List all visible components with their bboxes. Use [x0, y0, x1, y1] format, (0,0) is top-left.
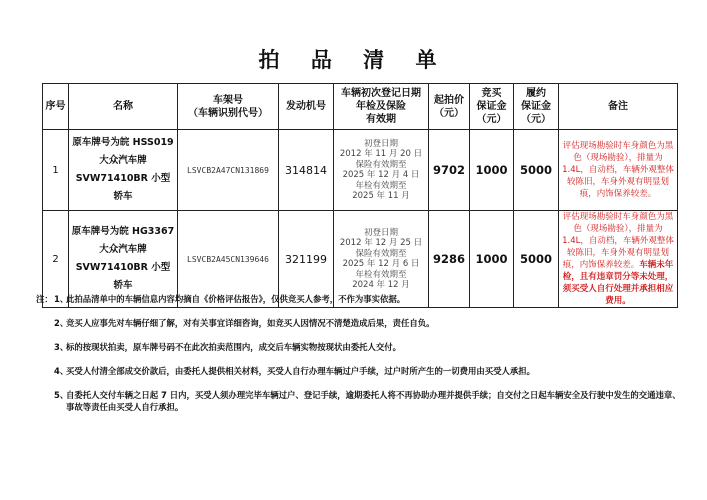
header-seq: 序号 [43, 84, 69, 130]
remark-text: 评估现场勘验时车身颜色为黑色（现场勘验），排量为 1.4L，自动档，车辆外观整体较陈旧，车身外观有明显划痕，内饰保养较差。 [562, 212, 674, 270]
row-registration-info: 初登日期 2012 年 11 月 20 日 保险有效期至 2025 年 12 月 4 日 年检有效期至 2025 年 11 月 [334, 130, 429, 211]
note-item: 4、 买受人付清全部成交价款后，由委托人提供相关材料，买受人自行办理车辆过户手续，过户时所产生的一切费用由买受人承担。 [54, 366, 535, 376]
row-bid-deposit: 1000 [470, 211, 514, 308]
row-bid-deposit: 1000 [470, 130, 514, 211]
row-performance-deposit: 5000 [514, 211, 559, 308]
row-performance-deposit: 5000 [514, 130, 559, 211]
row-vin: LSVCB2A47CN131869 [178, 130, 279, 211]
row-seq: 1 [43, 130, 69, 211]
header-remark: 备注 [559, 84, 678, 130]
remark-text: 评估现场勘验时车身颜色为黑色（现场勘验），排量为 1.4L，自动档，车辆外观整体较陈旧，车身外观有明显划痕，内饰保养较差。 [562, 141, 674, 199]
table-header-row [43, 84, 678, 130]
row-start-price: 9702 [429, 130, 470, 211]
auction-items-table [42, 83, 678, 308]
note-item: 2、 竞买人应事先对车辆仔细了解，对有关事宜详细咨询，如竞买人因情况不清楚造成后果，责任自负。 [54, 318, 435, 328]
header-engine: 发动机号 [279, 84, 334, 130]
header-performance-deposit: 履约 保证金 （元） [514, 84, 559, 130]
row-engine-number: 314814 [279, 130, 334, 211]
row-name: 原车牌号为皖 HSS019 大众汽车牌 SVW71410BR 小型轿车 [69, 130, 178, 211]
header-start-price: 起拍价 （元） [429, 84, 470, 130]
note-item: 注： 1、 此拍品清单中的车辆信息内容均摘自《价格评估报告》，仅供竞买人参考，不作为事实依据。 [36, 294, 406, 304]
row-remark [559, 130, 678, 211]
row-registration-info: 初登日期 2012 年 12 月 25 日 保险有效期至 2025 年 12 月 6 日 年检有效期至 2024 年 12 月 [334, 211, 429, 308]
remark-warning: 车辆未年检，且有违章罚分等未处理，须买受人自行处理并承担相应费用。 [562, 260, 674, 306]
note-item: 5、 自委托人交付车辆之日起 7 日内，买受人须办理完毕车辆过户、登记手续，逾期委托人将不再协助办理并提供手续；自交付之日起车辆安全及行驶中发生的交通违章、事故等责任由买受人自行承担。 [54, 390, 681, 412]
header-name: 名称 [69, 84, 178, 130]
row-name: 原车牌号为皖 HG3367 大众汽车牌 SVW71410BR 小型轿车 [69, 211, 178, 308]
row-seq: 2 [43, 211, 69, 308]
header-bid-deposit: 竞买 保证金 （元） [470, 84, 514, 130]
header-vin: 车架号 （车辆识别代号） [178, 84, 279, 130]
row-start-price: 9286 [429, 211, 470, 308]
table-row [43, 130, 678, 211]
row-engine-number: 321199 [279, 211, 334, 308]
row-vin: LSVCB2A45CN139646 [178, 211, 279, 308]
header-registration: 车辆初次登记日期 年检及保险 有效期 [334, 84, 429, 130]
notes-section [36, 293, 681, 425]
notes-prefix: 注： [36, 294, 53, 304]
page-title: 拍 品 清 单 [258, 48, 449, 72]
note-item: 3、 标的按现状拍卖，原车牌号码不在此次拍卖范围内，成交后车辆实物按现状由委托人交付。 [54, 342, 401, 352]
